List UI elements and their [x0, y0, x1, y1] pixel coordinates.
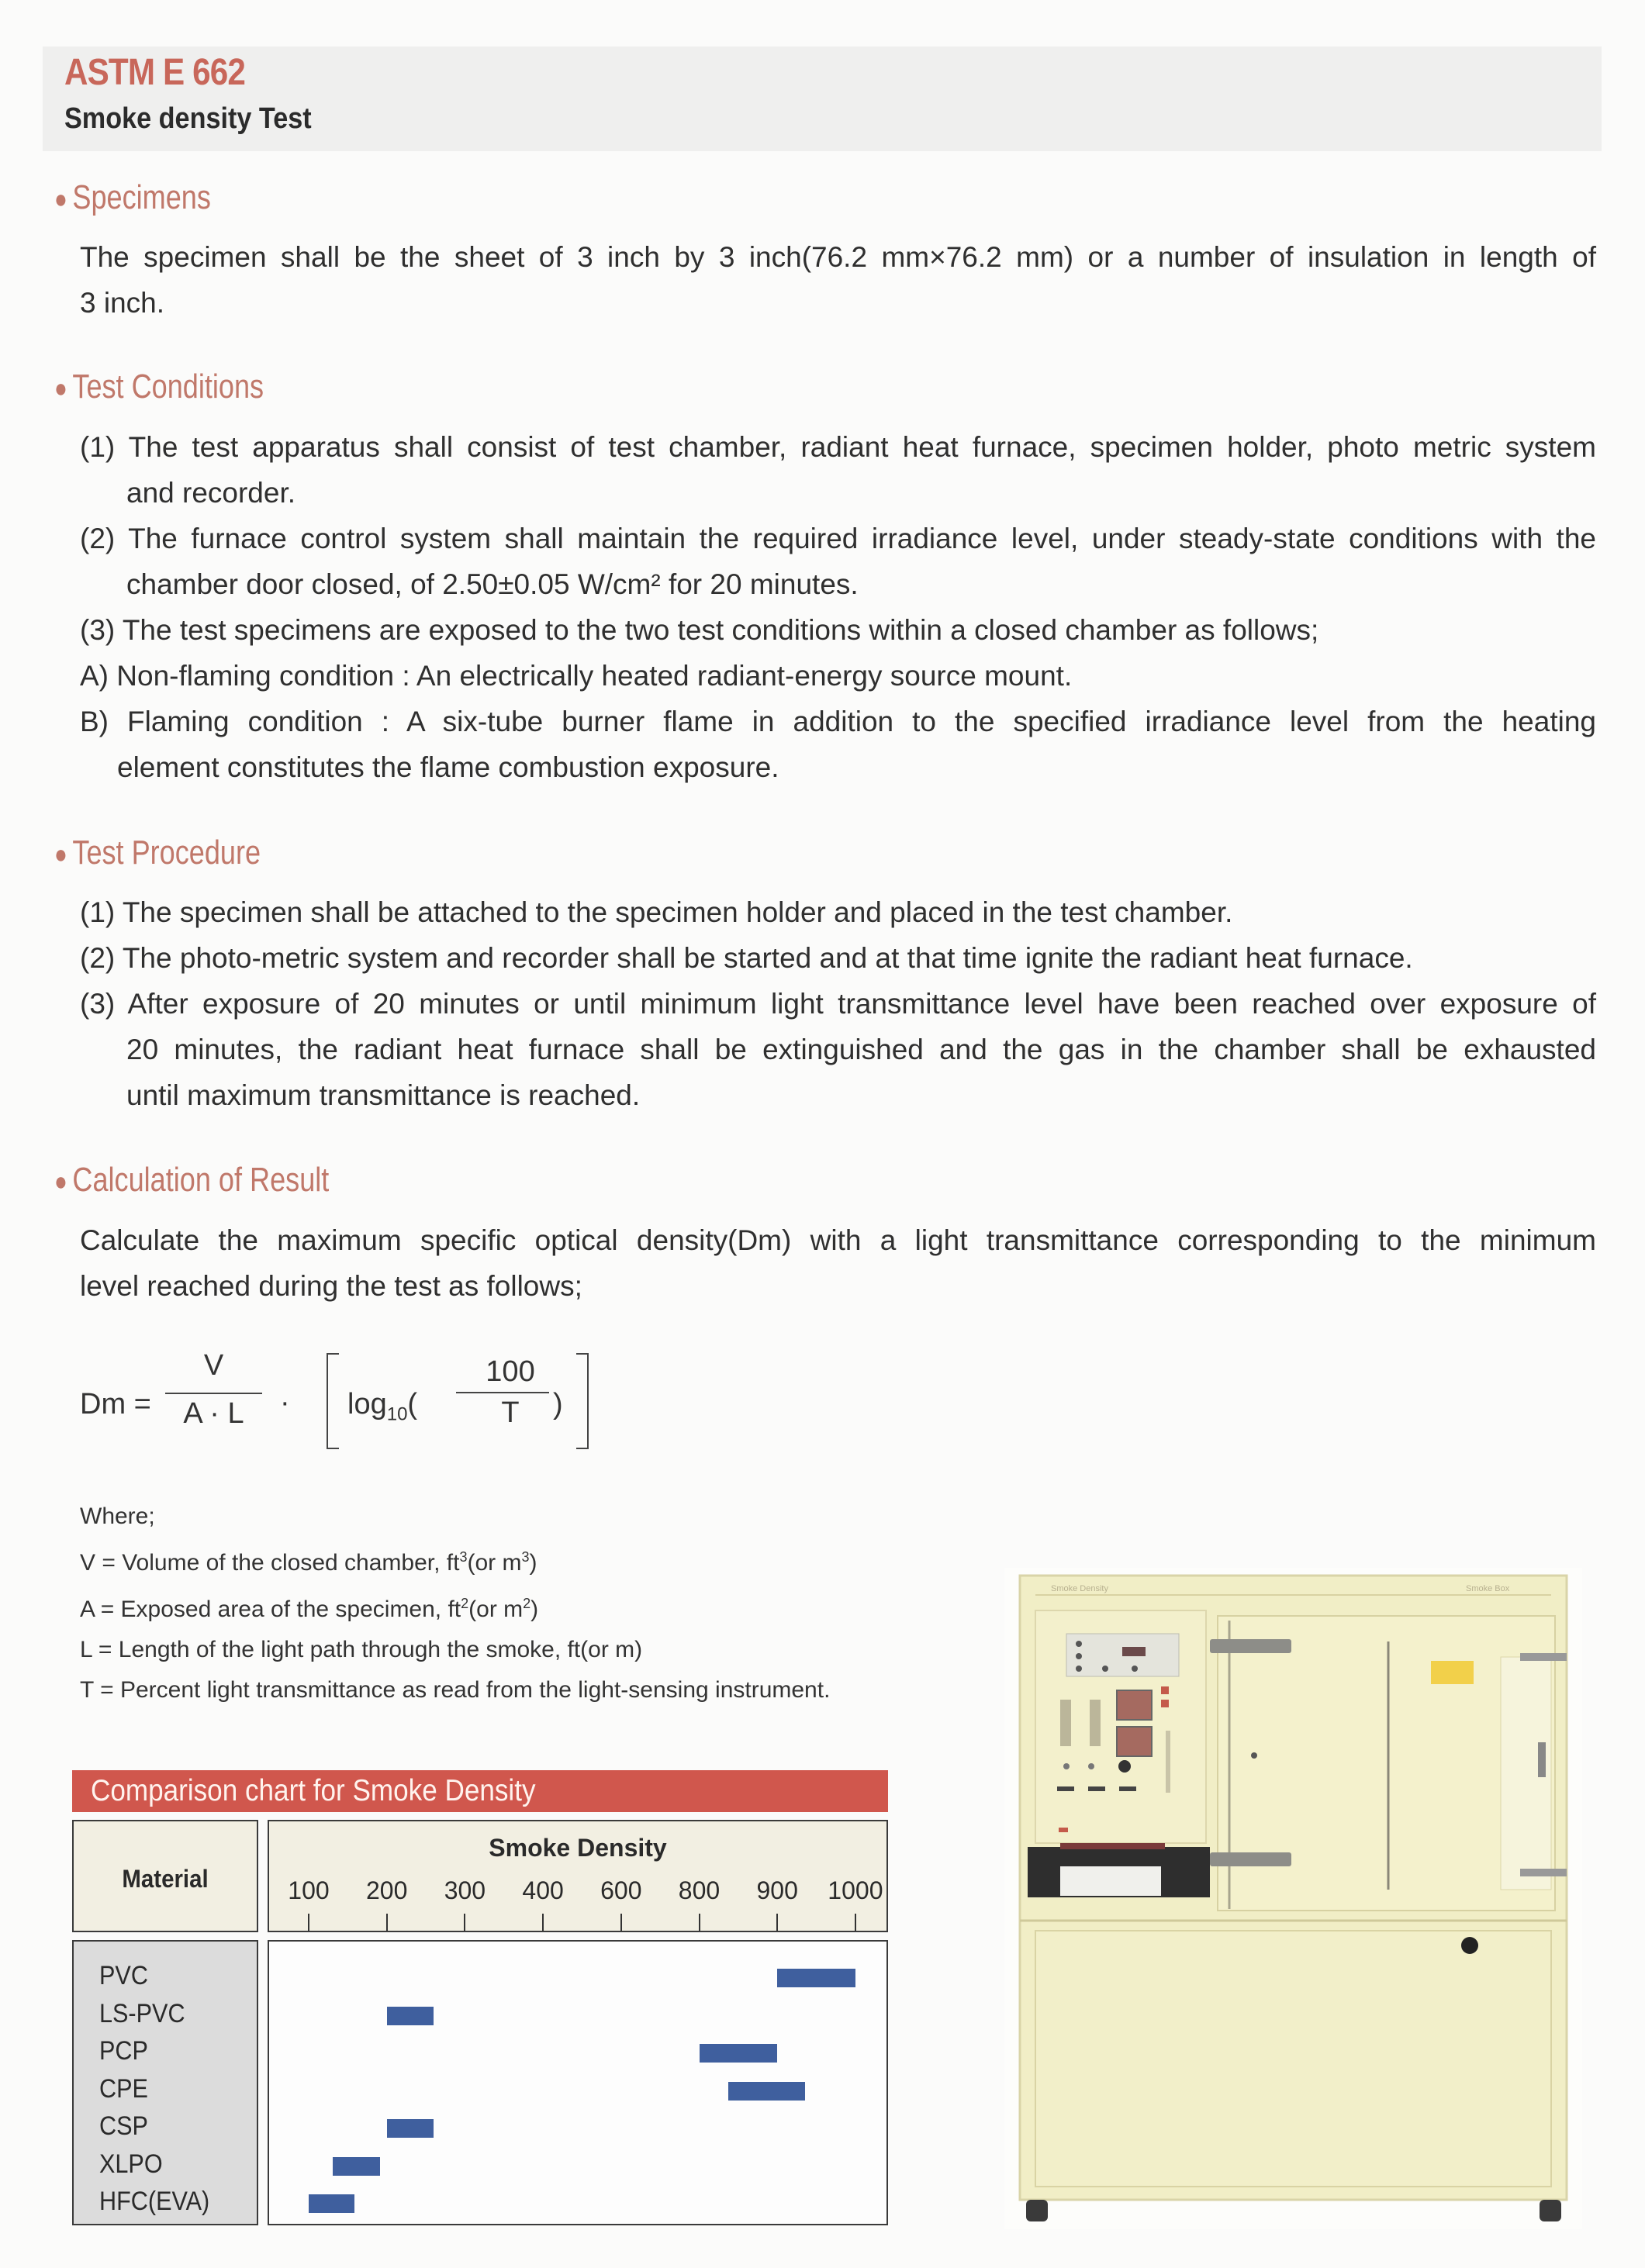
indicator-light	[1076, 1641, 1082, 1647]
formula-dot: ·	[280, 1386, 290, 1419]
side-latch	[1520, 1653, 1567, 1661]
definition-v	[80, 1537, 830, 1583]
def-text: )	[530, 1597, 539, 1622]
knob	[1118, 1760, 1131, 1773]
material-label: LS-PVC	[99, 1998, 185, 2028]
def-sup: 3	[521, 1549, 530, 1565]
right-bracket	[576, 1353, 589, 1449]
standard-title: ASTM E 662	[64, 52, 245, 93]
material-label: XLPO	[99, 2149, 163, 2179]
recorder-top	[1060, 1843, 1165, 1849]
text-line: 20 minutes, the radiant heat furnace shall be extinguished and the gas in the chamber shall be exhausted	[126, 1034, 1596, 1065]
page-subtitle: Smoke density Test	[64, 102, 312, 135]
cabinet-label-left: Smoke Density	[1051, 1584, 1108, 1593]
door-latch-top	[1210, 1639, 1291, 1653]
axis-title: Smoke Density	[489, 1834, 667, 1862]
material-header-label: Material	[122, 1865, 209, 1893]
door-port	[1251, 1752, 1257, 1759]
tick-label: 600	[600, 1876, 642, 1904]
definition-l	[80, 1630, 830, 1670]
def-symbol: V	[80, 1550, 96, 1576]
def-sup: 3	[459, 1549, 468, 1565]
close-paren: )	[553, 1388, 563, 1421]
heading-text: Test Conditions	[72, 368, 264, 406]
heading-text: Calculation of Result	[72, 1161, 330, 1199]
text-line: until maximum transmittance is reached.	[126, 1079, 641, 1111]
recorder-paper	[1060, 1866, 1161, 1896]
open-paren: (	[407, 1388, 418, 1421]
indicator-light	[1076, 1653, 1082, 1659]
side-handle	[1538, 1742, 1546, 1777]
def-text: = Exposed area of the specimen, ft	[94, 1597, 461, 1622]
text-line: (3) After exposure of 20 minutes or until minimum light transmittance level have been reached over exposure of	[80, 988, 1596, 1020]
red-indicator	[1161, 1686, 1169, 1694]
tick-mark	[855, 1914, 856, 1931]
formula-denominator: A · L	[183, 1397, 244, 1430]
gauge-tube	[1166, 1731, 1170, 1793]
warning-label	[1431, 1661, 1474, 1684]
def-text: = Length of the light path through the smoke, ft(or m)	[92, 1637, 643, 1662]
text-line: (2) The furnace control system shall maintain the required irradiance level, under steady-state conditions with the	[80, 523, 1596, 554]
where-definitions	[80, 1496, 830, 1710]
text-line: (1) The specimen shall be attached to the specimen holder and placed in the test chamber.	[80, 896, 1233, 928]
bar-ls-pvc	[387, 2007, 434, 2025]
def-text: = Volume of the closed chamber, ft	[95, 1550, 460, 1576]
controller-display	[1117, 1727, 1152, 1756]
tick-mark	[776, 1914, 778, 1931]
def-symbol: L	[80, 1637, 92, 1662]
tick-label: 300	[444, 1876, 486, 1904]
bullet-icon: ●	[54, 373, 67, 403]
door-latch-bottom	[1210, 1852, 1291, 1866]
indicator-light	[1132, 1666, 1138, 1672]
caster-wheel	[1540, 2200, 1561, 2221]
fraction-bar	[165, 1393, 262, 1394]
text-line: and recorder.	[126, 477, 296, 509]
tick-mark	[542, 1914, 544, 1931]
text-line: (3) The test specimens are exposed to the two test conditions within a closed chamber as follows;	[80, 614, 1319, 646]
flow-meter	[1090, 1700, 1101, 1746]
section-heading-specimens	[54, 178, 211, 217]
heading-text: Test Procedure	[72, 834, 261, 872]
switch	[1088, 1786, 1105, 1791]
definition-t	[80, 1670, 830, 1710]
inner-numerator: 100	[486, 1355, 535, 1388]
tick-label: 200	[365, 1876, 408, 1904]
bar-xlpo	[333, 2157, 379, 2176]
text-line: chamber door closed, of 2.50±0.05 W/cm² for 20 minutes.	[126, 568, 859, 600]
bar-pvc	[777, 1969, 855, 1987]
tick-label: 800	[678, 1876, 721, 1904]
tick-label: 1000	[828, 1876, 883, 1904]
left-bracket	[327, 1353, 339, 1449]
test-procedure-text	[80, 889, 1596, 1118]
tick-mark	[699, 1914, 700, 1931]
test-conditions-text	[80, 424, 1596, 790]
bullet-icon: ●	[54, 839, 67, 869]
def-text: (or m	[467, 1550, 522, 1576]
heading-text: Specimens	[72, 178, 211, 216]
def-symbol: T	[80, 1677, 94, 1703]
dm-formula	[80, 1349, 561, 1465]
formula-fraction	[165, 1349, 262, 1431]
switch	[1119, 1786, 1136, 1791]
text-line: The specimen shall be the sheet of 3 inch by 3 inch(76.2 mm×76.2 mm) or a number of insulation in length of	[80, 241, 1596, 273]
formula-numerator: V	[203, 1349, 224, 1382]
inner-fraction-bar	[456, 1392, 549, 1393]
def-sup: 2	[461, 1596, 469, 1611]
section-heading-test-conditions	[54, 368, 264, 406]
tick-label: 400	[522, 1876, 564, 1904]
material-label: CSP	[99, 2111, 148, 2141]
text-line: 3 inch.	[80, 287, 165, 319]
bullet-icon: ●	[54, 1166, 67, 1196]
knob	[1063, 1763, 1070, 1769]
cabinet-label-right: Smoke Box	[1466, 1584, 1510, 1593]
def-sup: 2	[523, 1596, 531, 1611]
section-heading-calculation	[54, 1161, 329, 1200]
text-line: B) Flaming condition : A six-tube burner flame in addition to the specified irradiance level from the heating	[80, 706, 1596, 737]
where-label: Where;	[80, 1503, 155, 1529]
knob	[1088, 1763, 1094, 1769]
inner-denominator: T	[501, 1396, 520, 1429]
material-label: HFC(EVA)	[99, 2187, 210, 2216]
caster-wheel	[1026, 2200, 1048, 2221]
exhaust-port	[1461, 1937, 1478, 1954]
section-heading-test-procedure	[54, 834, 261, 872]
def-text: (or m	[468, 1597, 524, 1622]
flow-meter	[1060, 1700, 1071, 1746]
log-base: 10	[386, 1403, 408, 1425]
indicator-light	[1076, 1666, 1082, 1672]
side-latch	[1520, 1869, 1567, 1876]
def-text: )	[529, 1550, 537, 1576]
chart-title: Comparison chart for Smoke Density	[91, 1774, 536, 1807]
bar-csp	[387, 2119, 434, 2138]
tick-mark	[464, 1914, 465, 1931]
bar-pcp	[700, 2044, 778, 2063]
lower-cabinet-door	[1035, 1931, 1551, 2187]
red-indicator	[1059, 1828, 1068, 1832]
formula-lhs: Dm =	[80, 1388, 151, 1421]
def-text: = Percent light transmittance as read from the light-sensing instrument.	[93, 1677, 831, 1703]
tick-label: 100	[288, 1876, 330, 1904]
text-line: A) Non-flaming condition : An electrically heated radiant-energy source mount.	[80, 660, 1073, 692]
red-indicator	[1161, 1700, 1169, 1707]
text-line: (2) The photo-metric system and recorder shall be started and at that time ignite the radiant heat furnace.	[80, 942, 1413, 974]
digital-readout	[1122, 1647, 1146, 1656]
material-label: PVC	[99, 1961, 148, 1990]
formula-log	[347, 1388, 417, 1426]
text-line: (1) The test apparatus shall consist of test chamber, radiant heat furnace, specimen holder, photo metric system	[80, 431, 1596, 463]
tick-mark	[620, 1914, 622, 1931]
text-line: Calculate the maximum specific optical density(Dm) with a light transmittance corresponding to the minimum	[80, 1224, 1596, 1256]
text-line: element constitutes the flame combustion exposure.	[117, 751, 779, 783]
log-text: log	[347, 1388, 387, 1421]
smoke-density-chamber-photo	[1004, 1568, 1582, 2229]
material-label: CPE	[99, 2073, 148, 2104]
bar-cpe	[728, 2082, 806, 2101]
calculation-text	[80, 1217, 1596, 1309]
def-symbol: A	[80, 1597, 95, 1622]
bullet-icon: ●	[54, 184, 67, 214]
switch	[1057, 1786, 1074, 1791]
text-line: level reached during the test as follows;	[80, 1270, 582, 1302]
tick-label: 900	[756, 1876, 798, 1904]
tick-mark	[308, 1914, 309, 1931]
specimens-text	[80, 234, 1596, 326]
indicator-light	[1102, 1666, 1108, 1672]
material-label: PCP	[99, 2036, 148, 2066]
bar-hfc-eva-	[309, 2194, 354, 2213]
definition-a	[80, 1583, 830, 1630]
formula-inner-fraction	[472, 1355, 549, 1430]
controller-display	[1117, 1690, 1152, 1720]
tick-mark	[386, 1914, 388, 1931]
